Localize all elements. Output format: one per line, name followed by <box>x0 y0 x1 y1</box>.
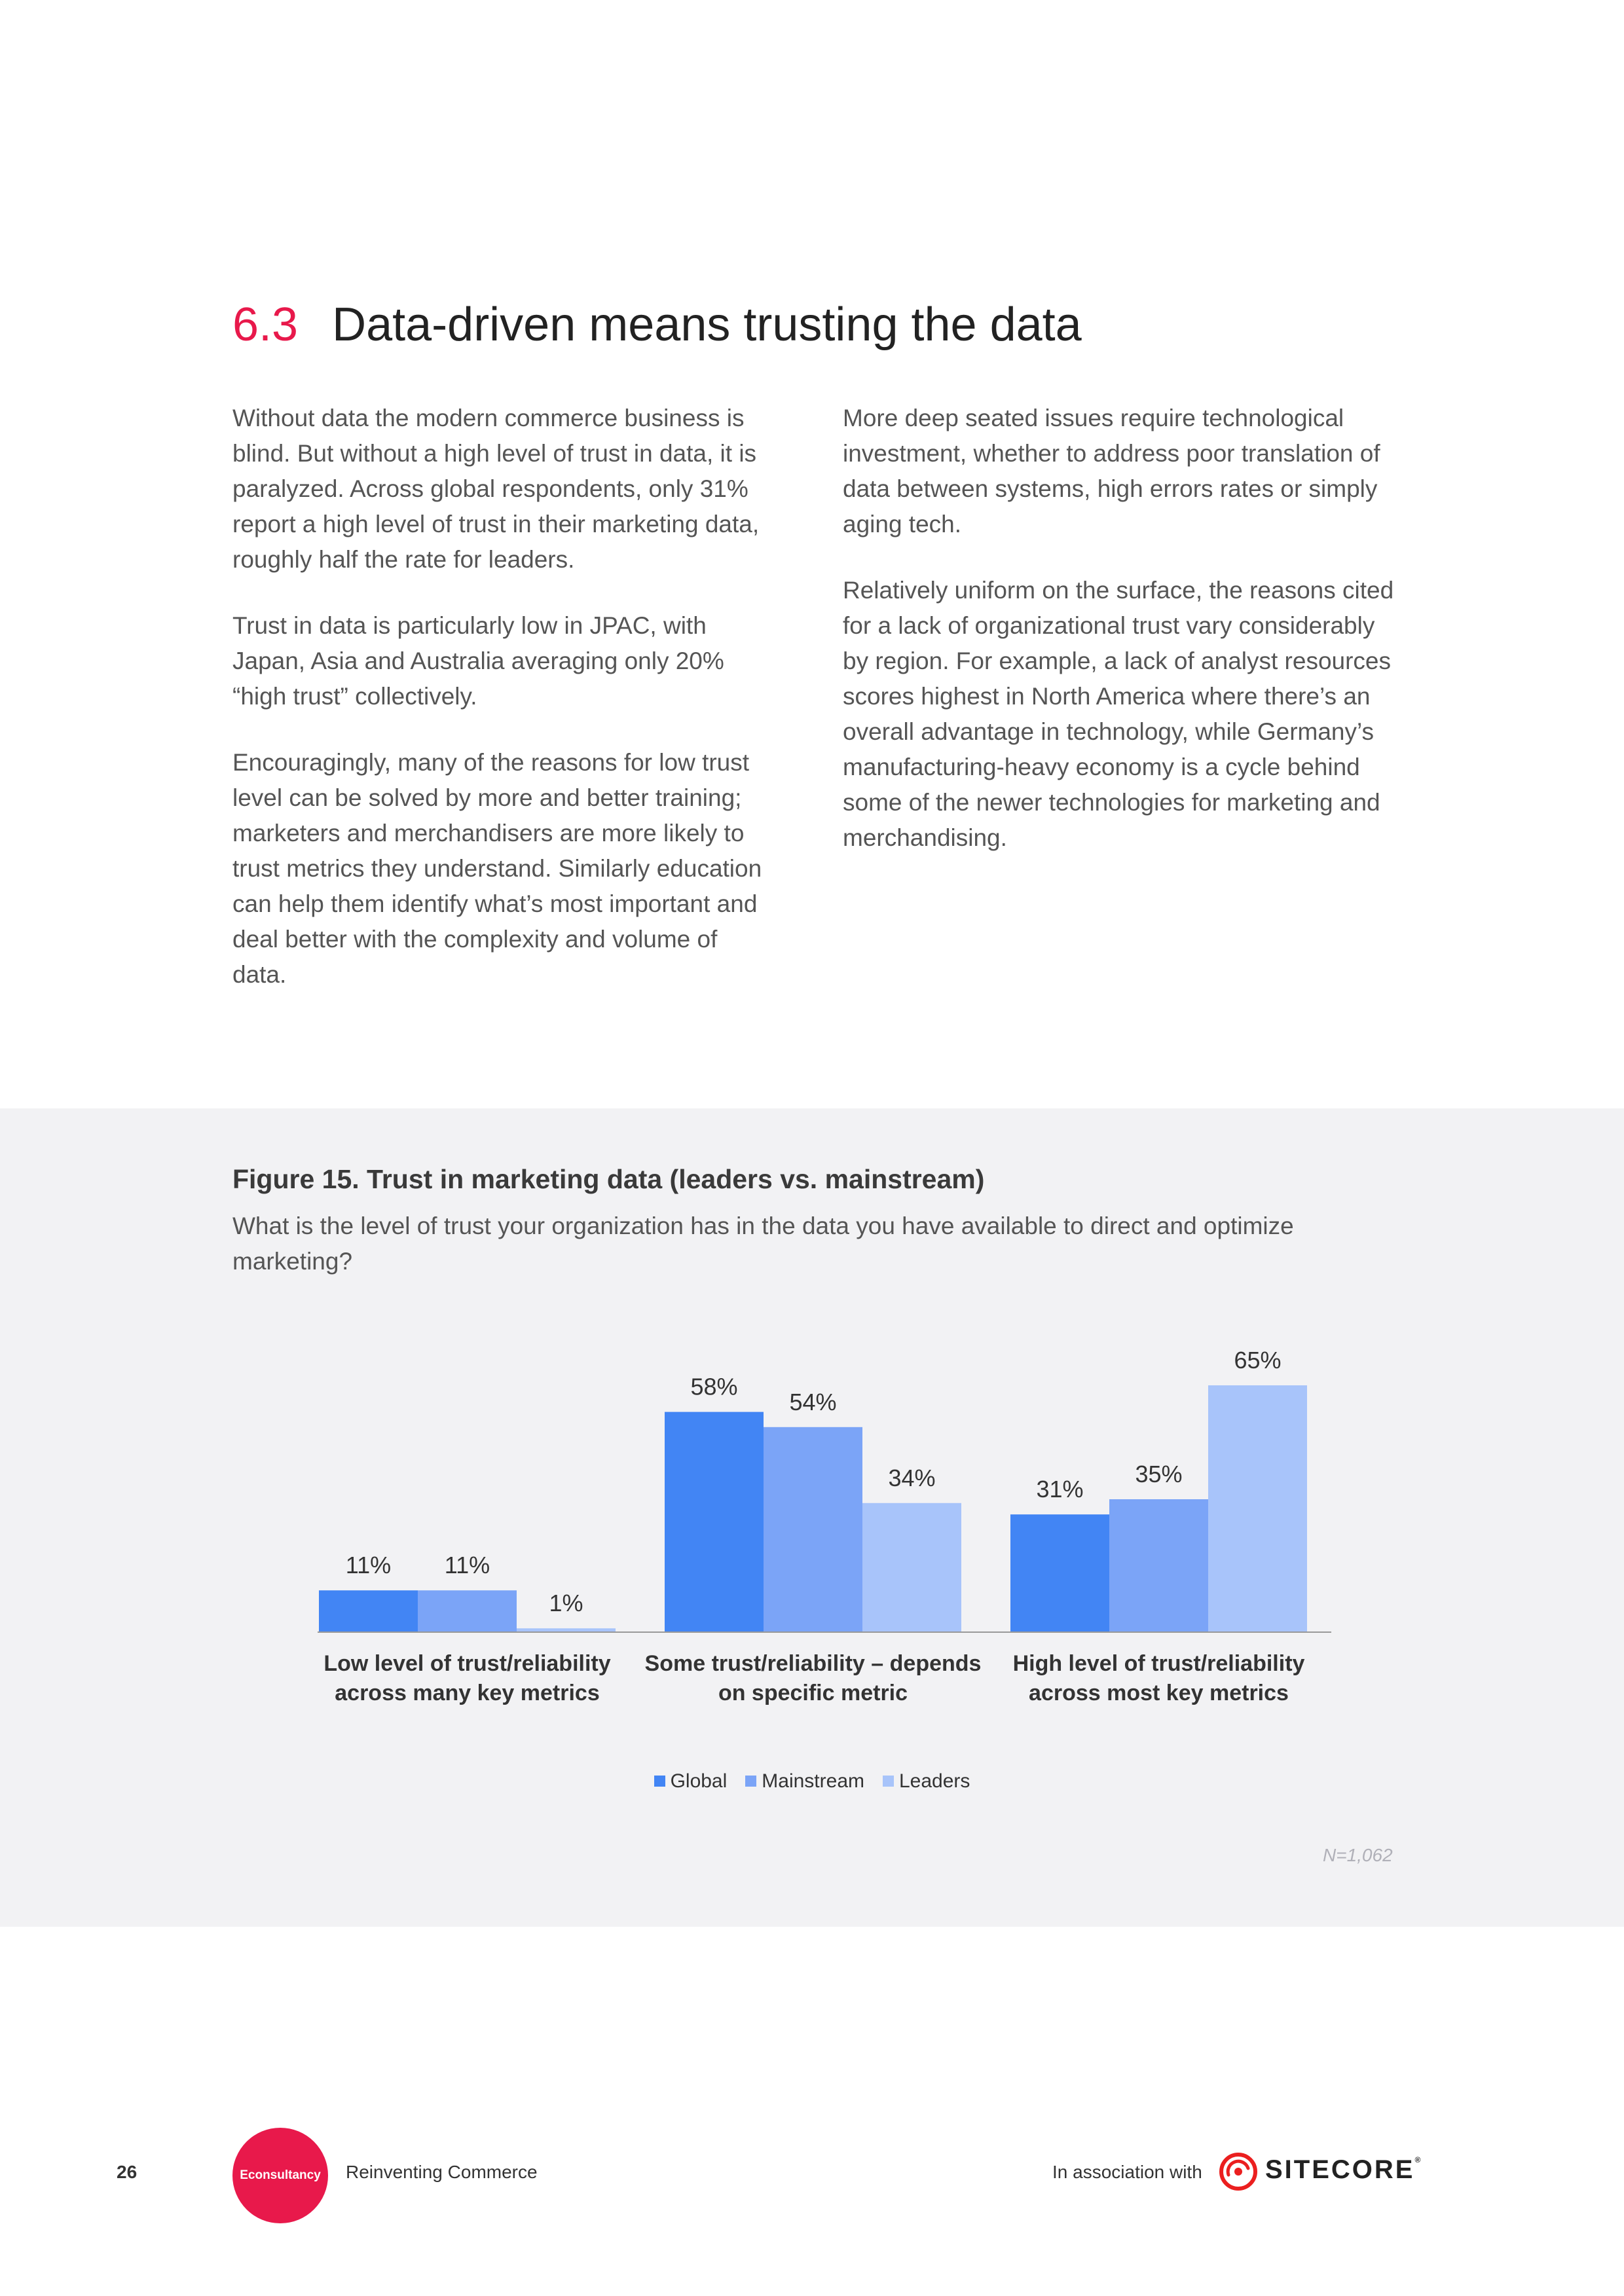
legend-label: Global <box>670 1770 728 1792</box>
bar-global-1 <box>319 1590 418 1632</box>
data-label: 65% <box>1234 1347 1282 1374</box>
data-label: 35% <box>1135 1461 1183 1487</box>
section-heading: Data-driven means trusting the data <box>332 299 1082 351</box>
category-label: on specific metric <box>718 1681 908 1705</box>
paragraph: Trust in data is particularly low in JPAC, with Japan, Asia and Australia averaging only 20% “high trust” collectively. <box>232 612 724 710</box>
category-label: across many key metrics <box>335 1681 600 1705</box>
association-label: In association with <box>1052 2162 1202 2182</box>
legend-item-mainstream <box>745 1770 864 1793</box>
data-label: 11% <box>444 1552 490 1579</box>
data-label: 58% <box>690 1373 738 1400</box>
bar-global-3 <box>1010 1514 1109 1632</box>
category-label: High level of trust/reliability <box>1012 1651 1305 1676</box>
paragraph: More deep seated issues require technological investment, whether to address poor translation of data between systems, high errors rates or simply aging tech. <box>843 405 1380 538</box>
paragraph: Relatively uniform on the surface, the reasons cited for a lack of organizational trust vary considerably by region. For example, a lack of analyst resources scores highest in North America where there’s an overall advantage in technology, while Germany’s manufacturing-heavy economy is a cycle behind some of the newer technologies for marketing and merchandising. <box>843 577 1394 851</box>
section-number: 6.3 <box>232 299 299 351</box>
bar-leaders-2 <box>862 1503 961 1632</box>
page-number: 26 <box>117 2162 138 2182</box>
bar-mainstream-2 <box>764 1427 862 1632</box>
sitecore-logo-icon <box>1219 2153 1257 2191</box>
category-label: Some trust/reliability – depends <box>644 1651 982 1676</box>
logo-text: Econsultancy <box>240 2168 321 2182</box>
bar-mainstream-1 <box>418 1590 517 1632</box>
figure-question: What is the level of trust your organization has in the data you have available to direct and optimize marketing? <box>232 1212 1294 1275</box>
sample-size-note: N=1,062 <box>1323 1845 1393 1865</box>
paragraph: Without data the modern commerce business is blind. But without a high level of trust in data, it is paralyzed. Across global respondents, only 31% report a high level of trust in their marketing data, roughly half the rate for leaders. <box>232 405 760 573</box>
partner-name: SITECORE <box>1265 2155 1415 2184</box>
legend-swatch <box>883 1776 894 1787</box>
bar-mainstream-3 <box>1109 1499 1208 1632</box>
data-label: 34% <box>888 1464 936 1491</box>
data-label: 1% <box>549 1590 583 1617</box>
legend-swatch <box>745 1776 756 1787</box>
legend-label: Mainstream <box>762 1770 864 1792</box>
figure-title: Figure 15. Trust in marketing data (leaders vs. mainstream) <box>232 1164 985 1194</box>
bar-global-2 <box>665 1412 764 1632</box>
legend-item-leaders <box>883 1770 970 1793</box>
legend-swatch <box>654 1776 665 1787</box>
bar-chart <box>0 1108 1624 1763</box>
category-label: across most key metrics <box>1029 1681 1289 1705</box>
body-column-right <box>843 401 1406 886</box>
sitecore-wordmark <box>1265 2155 1420 2185</box>
chart-legend <box>0 1770 1624 1793</box>
data-label: 54% <box>789 1388 837 1415</box>
data-label: 31% <box>1036 1476 1084 1503</box>
paragraph: Encouragingly, many of the reasons for low trust level can be solved by more and better training; marketers and merchandisers are more likely to trust metrics they understand. Similarly education can help them identify what’s most important and deal better with the complexity and volume of data. <box>232 749 762 988</box>
legend-item-global <box>654 1770 728 1793</box>
legend-label: Leaders <box>899 1770 970 1792</box>
category-label: Low level of trust/reliability <box>323 1651 611 1676</box>
footer-tagline: Reinventing Commerce <box>346 2162 538 2182</box>
body-column-left <box>232 401 769 1023</box>
bar-leaders-3 <box>1208 1385 1307 1632</box>
data-label: 11% <box>345 1552 392 1579</box>
trademark-mark: ® <box>1414 2155 1421 2164</box>
section-title <box>232 298 1082 352</box>
econsultancy-logo <box>232 2128 328 2223</box>
